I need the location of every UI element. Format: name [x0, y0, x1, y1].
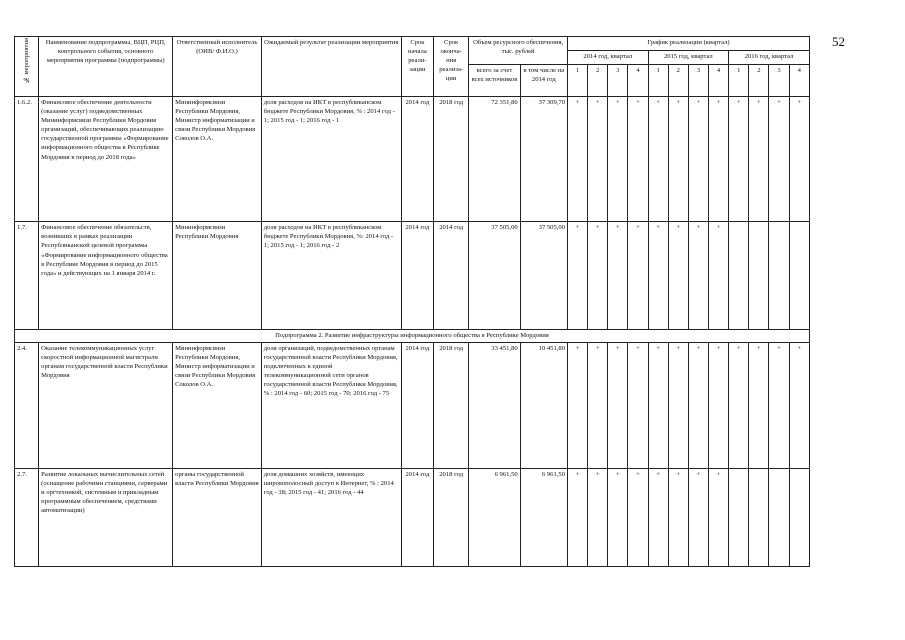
quarter-mark: + — [608, 222, 628, 330]
header-quarter: 1 — [648, 65, 668, 97]
quarter-mark: + — [709, 342, 729, 468]
quarter-mark: + — [789, 97, 809, 222]
quarter-mark: + — [729, 342, 749, 468]
page-number: 52 — [832, 34, 845, 49]
quarter-mark: + — [709, 468, 729, 566]
row-responsible: Мининформсвязи Республики Мордовия, Министр информатизации и связи Республики Мордовия Соколов О.А. — [173, 97, 262, 222]
header-year-2015: 2015 год, квартал — [648, 51, 729, 65]
row-name: Финансовое обеспечение деятельности (оказание услуг) подведомственных Мининформсвязи Республики Мордовия организаций, обеспечивающих реализацию государственной программы «Формирование информационного общества в Республике Мордовия в период до 2018 года» — [39, 97, 173, 222]
row-start: 2014 год — [401, 222, 433, 330]
row-end: 2018 год — [434, 342, 469, 468]
row-responsible: Мининформсвязи Республики Мордовия — [173, 222, 262, 330]
header-quarter: 2 — [749, 65, 769, 97]
quarter-mark: + — [749, 97, 769, 222]
row-name: Развитие локальных вычислительных сетей (оснащение рабочими станциями, серверами и оргтехникой, системным и прикладным программным обеспечением, средствами автоматизации) — [39, 468, 173, 566]
header-responsible: Ответственный исполнитель (ОИВ/ Ф.И.О.) — [173, 37, 262, 97]
quarter-mark — [749, 222, 769, 330]
header-start: Срок начала реали-зации — [401, 37, 433, 97]
quarter-mark: + — [668, 468, 688, 566]
row-end: 2014 год — [434, 222, 469, 330]
row-num: 1.6.2. — [15, 97, 39, 222]
quarter-mark: + — [668, 97, 688, 222]
row-name: Финансовое обеспечение обязательств, возникших в рамках реализации Республиканской целевой программы «Формирование информационного общества в Республике Мордовия в период до 2015 года» и действующих на 1 января 2014 г. — [39, 222, 173, 330]
quarter-mark: + — [729, 97, 749, 222]
quarter-mark: + — [648, 342, 668, 468]
quarter-mark: + — [608, 468, 628, 566]
quarter-mark: + — [688, 222, 708, 330]
header-quarter: 3 — [769, 65, 789, 97]
row-start: 2014 год — [401, 97, 433, 222]
row-responsible: органы государственной власти Республики Мордовия — [173, 468, 262, 566]
subprogram-heading-row — [15, 330, 810, 342]
header-num: № мероприятия — [15, 37, 39, 97]
header-result: Ожидаемый результат реализации мероприятия — [261, 37, 401, 97]
quarter-mark: + — [789, 342, 809, 468]
table-row — [15, 468, 810, 566]
row-funding-total: 6 961,50 — [469, 468, 520, 566]
quarter-mark: + — [648, 468, 668, 566]
quarter-mark: + — [668, 222, 688, 330]
quarter-mark — [769, 468, 789, 566]
program-table — [14, 36, 810, 567]
row-start: 2014 год — [401, 342, 433, 468]
header-quarter: 2 — [668, 65, 688, 97]
quarter-mark: + — [608, 342, 628, 468]
quarter-mark: + — [568, 342, 588, 468]
quarter-mark: + — [688, 468, 708, 566]
quarter-mark: + — [588, 342, 608, 468]
quarter-mark: + — [568, 222, 588, 330]
quarter-mark: + — [588, 222, 608, 330]
row-end: 2018 год — [434, 468, 469, 566]
row-funding-2014: 37 309,70 — [520, 97, 567, 222]
header-year-2014: 2014 год, квартал — [568, 51, 649, 65]
row-name: Оказание телекоммуникационных услуг скоростной информационной магистрали органам государственной власти Республики Мордовия — [39, 342, 173, 468]
quarter-mark: + — [628, 97, 648, 222]
quarter-mark: + — [769, 342, 789, 468]
header-quarter: 1 — [568, 65, 588, 97]
table-row — [15, 222, 810, 330]
quarter-mark: + — [648, 97, 668, 222]
header-quarter: 3 — [688, 65, 708, 97]
subprogram-heading: Подпрограмма 2. Развитие инфраструктуры информационного общества в Республике Мордовия — [15, 330, 810, 342]
quarter-mark: + — [648, 222, 668, 330]
quarter-mark: + — [568, 468, 588, 566]
quarter-mark: + — [709, 222, 729, 330]
quarter-mark: + — [688, 97, 708, 222]
header-quarter: 2 — [588, 65, 608, 97]
quarter-mark: + — [608, 97, 628, 222]
quarter-mark — [769, 222, 789, 330]
row-num: 2.4. — [15, 342, 39, 468]
row-funding-total: 37 505,00 — [469, 222, 520, 330]
header-year-2016: 2016 год, квартал — [729, 51, 810, 65]
header-quarter: 4 — [709, 65, 729, 97]
header-quarter: 4 — [789, 65, 809, 97]
row-funding-2014: 6 961,50 — [520, 468, 567, 566]
quarter-mark: + — [628, 342, 648, 468]
row-result: доля домашних хозяйств, имеющих широкополосный доступ в Интернет, % : 2014 год - 38; 2015 год - 41; 2016 год - 44 — [261, 468, 401, 566]
quarter-mark — [789, 468, 809, 566]
quarter-mark: + — [588, 468, 608, 566]
quarter-mark: + — [588, 97, 608, 222]
table-row — [15, 97, 810, 222]
quarter-mark — [729, 222, 749, 330]
row-num: 2.7. — [15, 468, 39, 566]
row-result: доля расходов на ИКТ в республиканском бюджете Республики Мордовия, %: 2014 год - 1; 2015 год - 1; 2016 год - 2 — [261, 222, 401, 330]
header-funding-total: всего за счет всех источников — [469, 65, 520, 97]
quarter-mark: + — [628, 468, 648, 566]
row-funding-total: 72 351,80 — [469, 97, 520, 222]
quarter-mark: + — [749, 342, 769, 468]
quarter-mark: + — [709, 97, 729, 222]
quarter-mark: + — [628, 222, 648, 330]
header-end: Срок оконча-ния реализа-ции — [434, 37, 469, 97]
row-end: 2018 год — [434, 97, 469, 222]
header-quarter: 1 — [729, 65, 749, 97]
quarter-mark — [789, 222, 809, 330]
quarter-mark: + — [568, 97, 588, 222]
header-quarter: 4 — [628, 65, 648, 97]
header-name: Наименование подпрограммы, ВЦП, РЦП, контрольного события, основного мероприятия программы (подпрограммы) — [39, 37, 173, 97]
quarter-mark: + — [668, 342, 688, 468]
quarter-mark: + — [688, 342, 708, 468]
row-result: доля организаций, подведомственных органам государственной власти Республики Мордовия, подключенных к единой телекоммуникационной сети органов государственной власти Республики Мордовия, % : 2014 год - 60; 2015 год - 70; 2016 год - 75 — [261, 342, 401, 468]
header-funding-2014: в том числе на 2014 год — [520, 65, 567, 97]
row-responsible: Мининформсвязи Республики Мордовия, Министр информатизации и связи Республики Мордовия Соколов О.А. — [173, 342, 262, 468]
row-funding-2014: 37 505,00 — [520, 222, 567, 330]
quarter-mark: + — [769, 97, 789, 222]
header-schedule: График реализации (квартал) — [568, 37, 810, 51]
quarter-mark — [749, 468, 769, 566]
row-num: 1.7. — [15, 222, 39, 330]
row-funding-2014: 10 451,80 — [520, 342, 567, 468]
table-row — [15, 342, 810, 468]
row-start: 2014 год — [401, 468, 433, 566]
header-quarter: 3 — [608, 65, 628, 97]
header-funding: Объем ресурсного обеспечения, тыс. рублей — [469, 37, 568, 65]
row-funding-total: 33 451,80 — [469, 342, 520, 468]
quarter-mark — [729, 468, 749, 566]
row-result: доля расходов на ИКТ в республиканском бюджете Республики Мордовия, % : 2014 год - 1; 2015 год - 1; 2016 год - 1 — [261, 97, 401, 222]
